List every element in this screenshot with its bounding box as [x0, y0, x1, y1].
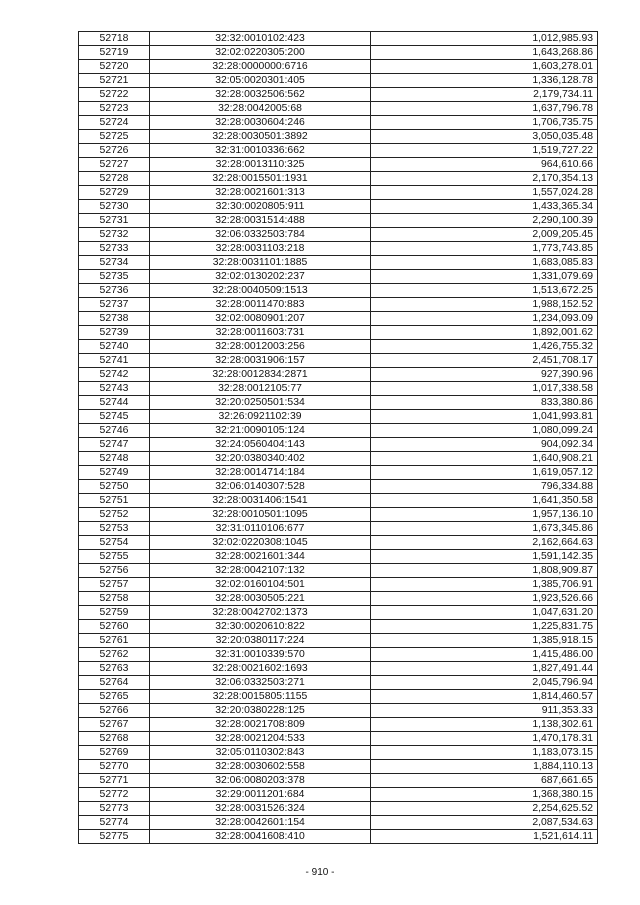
row-number-cell: 52750 — [79, 480, 150, 494]
value-cell: 1,415,486.00 — [371, 648, 598, 662]
table-row — [79, 564, 598, 578]
value-cell: 1,225,831.75 — [371, 620, 598, 634]
cadastral-number-cell: 32:20:0380340:402 — [150, 452, 371, 466]
table-row — [79, 228, 598, 242]
value-cell: 1,640,908.21 — [371, 452, 598, 466]
value-cell: 1,047,631.20 — [371, 606, 598, 620]
row-number-cell: 52757 — [79, 578, 150, 592]
cadastral-number-cell: 32:24:0560404:143 — [150, 438, 371, 452]
value-cell: 1,138,302.61 — [371, 718, 598, 732]
row-number-cell: 52747 — [79, 438, 150, 452]
row-number-cell: 52735 — [79, 270, 150, 284]
row-number-cell: 52767 — [79, 718, 150, 732]
table-row — [79, 508, 598, 522]
cadastral-number-cell: 32:28:0042601:154 — [150, 816, 371, 830]
row-number-cell: 52736 — [79, 284, 150, 298]
cadastral-number-cell: 32:02:0220305:200 — [150, 46, 371, 60]
table-row — [79, 452, 598, 466]
table-row — [79, 648, 598, 662]
table-row — [79, 32, 598, 46]
cadastral-number-cell: 32:30:0020805:911 — [150, 200, 371, 214]
row-number-cell: 52764 — [79, 676, 150, 690]
value-cell: 1,521,614.11 — [371, 830, 598, 844]
row-number-cell: 52766 — [79, 704, 150, 718]
cadastral-number-cell: 32:28:0012003:256 — [150, 340, 371, 354]
cadastral-number-cell: 32:28:0041608:410 — [150, 830, 371, 844]
table-row — [79, 522, 598, 536]
row-number-cell: 52730 — [79, 200, 150, 214]
row-number-cell: 52734 — [79, 256, 150, 270]
value-cell: 1,080,099.24 — [371, 424, 598, 438]
cadastral-number-cell: 32:28:0012105:77 — [150, 382, 371, 396]
row-number-cell: 52768 — [79, 732, 150, 746]
table-row — [79, 186, 598, 200]
row-number-cell: 52733 — [79, 242, 150, 256]
value-cell: 1,637,796.78 — [371, 102, 598, 116]
table-row — [79, 256, 598, 270]
table-row — [79, 438, 598, 452]
cadastral-number-cell: 32:28:0042702:1373 — [150, 606, 371, 620]
table-row — [79, 620, 598, 634]
cadastral-number-cell: 32:28:0010501:1095 — [150, 508, 371, 522]
cadastral-number-cell: 32:28:0012834:2871 — [150, 368, 371, 382]
table-row — [79, 592, 598, 606]
value-cell: 1,814,460.57 — [371, 690, 598, 704]
row-number-cell: 52726 — [79, 144, 150, 158]
value-cell: 1,385,706.91 — [371, 578, 598, 592]
table-row — [79, 396, 598, 410]
table-row — [79, 718, 598, 732]
value-cell: 1,331,079.69 — [371, 270, 598, 284]
cadastral-number-cell: 32:28:0042107:132 — [150, 564, 371, 578]
value-cell: 1,336,128.78 — [371, 74, 598, 88]
table-row — [79, 732, 598, 746]
table-row — [79, 312, 598, 326]
table-row — [79, 410, 598, 424]
row-number-cell: 52723 — [79, 102, 150, 116]
row-number-cell: 52756 — [79, 564, 150, 578]
cadastral-number-cell: 32:31:0010339:570 — [150, 648, 371, 662]
row-number-cell: 52772 — [79, 788, 150, 802]
table-row — [79, 298, 598, 312]
row-number-cell: 52754 — [79, 536, 150, 550]
cadastral-number-cell: 32:28:0031514:488 — [150, 214, 371, 228]
row-number-cell: 52732 — [79, 228, 150, 242]
row-number-cell: 52752 — [79, 508, 150, 522]
cadastral-number-cell: 32:05:0020301:405 — [150, 74, 371, 88]
table-body — [79, 32, 598, 844]
cadastral-number-cell: 32:28:0014714:184 — [150, 466, 371, 480]
value-cell: 1,426,755.32 — [371, 340, 598, 354]
cadastral-number-cell: 32:28:0030505:221 — [150, 592, 371, 606]
row-number-cell: 52720 — [79, 60, 150, 74]
table-row — [79, 214, 598, 228]
row-number-cell: 52738 — [79, 312, 150, 326]
cadastral-number-cell: 32:28:0031103:218 — [150, 242, 371, 256]
cadastral-number-cell: 32:05:0110302:843 — [150, 746, 371, 760]
cadastral-number-cell: 32:28:0030602:558 — [150, 760, 371, 774]
table-row — [79, 690, 598, 704]
cadastral-number-cell: 32:26:0921102:39 — [150, 410, 371, 424]
row-number-cell: 52763 — [79, 662, 150, 676]
value-cell: 1,513,672.25 — [371, 284, 598, 298]
value-cell: 1,012,985.93 — [371, 32, 598, 46]
cadastral-number-cell: 32:28:0031526:324 — [150, 802, 371, 816]
value-cell: 833,380.86 — [371, 396, 598, 410]
value-cell: 1,557,024.28 — [371, 186, 598, 200]
value-cell: 1,957,136.10 — [371, 508, 598, 522]
cadastral-number-cell: 32:20:0380228:125 — [150, 704, 371, 718]
cadastral-number-cell: 32:06:0332503:271 — [150, 676, 371, 690]
row-number-cell: 52759 — [79, 606, 150, 620]
value-cell: 2,045,796.94 — [371, 676, 598, 690]
row-number-cell: 52740 — [79, 340, 150, 354]
table-row — [79, 746, 598, 760]
cadastral-number-cell: 32:02:0130202:237 — [150, 270, 371, 284]
table-row — [79, 494, 598, 508]
cadastral-number-cell: 32:28:0015501:1931 — [150, 172, 371, 186]
cadastral-number-cell: 32:02:0080901:207 — [150, 312, 371, 326]
row-number-cell: 52748 — [79, 452, 150, 466]
row-number-cell: 52769 — [79, 746, 150, 760]
cadastral-number-cell: 32:28:0021708:809 — [150, 718, 371, 732]
table-row — [79, 340, 598, 354]
row-number-cell: 52744 — [79, 396, 150, 410]
row-number-cell: 52761 — [79, 634, 150, 648]
row-number-cell: 52741 — [79, 354, 150, 368]
value-cell: 1,773,743.85 — [371, 242, 598, 256]
cadastral-number-cell: 32:20:0380117:224 — [150, 634, 371, 648]
table-row — [79, 88, 598, 102]
value-cell: 1,368,380.15 — [371, 788, 598, 802]
table-row — [79, 606, 598, 620]
table-row — [79, 802, 598, 816]
value-cell: 1,433,365.34 — [371, 200, 598, 214]
cadastral-number-cell: 32:28:0030501:3892 — [150, 130, 371, 144]
value-cell: 2,254,625.52 — [371, 802, 598, 816]
table-row — [79, 704, 598, 718]
cadastral-number-cell: 32:02:0220308:1045 — [150, 536, 371, 550]
table-row — [79, 200, 598, 214]
row-number-cell: 52718 — [79, 32, 150, 46]
cadastral-number-cell: 32:06:0140307:528 — [150, 480, 371, 494]
value-cell: 1,643,268.86 — [371, 46, 598, 60]
table-row — [79, 60, 598, 74]
value-cell: 1,673,345.86 — [371, 522, 598, 536]
table-row — [79, 578, 598, 592]
row-number-cell: 52749 — [79, 466, 150, 480]
table-row — [79, 662, 598, 676]
value-cell: 964,610.66 — [371, 158, 598, 172]
cadastral-number-cell: 32:28:0042005:68 — [150, 102, 371, 116]
value-cell: 687,661.65 — [371, 774, 598, 788]
table-row — [79, 368, 598, 382]
cadastral-number-cell: 32:30:0020610:822 — [150, 620, 371, 634]
cadastral-number-cell: 32:28:0013110:325 — [150, 158, 371, 172]
cadastral-number-cell: 32:28:0030604:246 — [150, 116, 371, 130]
value-cell: 1,988,152.52 — [371, 298, 598, 312]
row-number-cell: 52731 — [79, 214, 150, 228]
value-cell: 1,385,918.15 — [371, 634, 598, 648]
row-number-cell: 52728 — [79, 172, 150, 186]
table-row — [79, 760, 598, 774]
row-number-cell: 52774 — [79, 816, 150, 830]
table-row — [79, 116, 598, 130]
value-cell: 1,923,526.66 — [371, 592, 598, 606]
cadastral-number-cell: 32:02:0160104:501 — [150, 578, 371, 592]
cadastral-number-cell: 32:21:0090105:124 — [150, 424, 371, 438]
cadastral-number-cell: 32:28:0031906:157 — [150, 354, 371, 368]
table-row — [79, 634, 598, 648]
table-row — [79, 424, 598, 438]
row-number-cell: 52743 — [79, 382, 150, 396]
row-number-cell: 52758 — [79, 592, 150, 606]
cadastral-number-cell: 32:28:0011603:731 — [150, 326, 371, 340]
row-number-cell: 52751 — [79, 494, 150, 508]
row-number-cell: 52746 — [79, 424, 150, 438]
value-cell: 1,591,142.35 — [371, 550, 598, 564]
row-number-cell: 52737 — [79, 298, 150, 312]
row-number-cell: 52775 — [79, 830, 150, 844]
table-row — [79, 158, 598, 172]
table-row — [79, 270, 598, 284]
row-number-cell: 52765 — [79, 690, 150, 704]
row-number-cell: 52724 — [79, 116, 150, 130]
value-cell: 3,050,035.48 — [371, 130, 598, 144]
value-cell: 1,683,085.83 — [371, 256, 598, 270]
value-cell: 796,334.88 — [371, 480, 598, 494]
value-cell: 2,009,205.45 — [371, 228, 598, 242]
cadastral-number-cell: 32:06:0332503:784 — [150, 228, 371, 242]
cadastral-number-cell: 32:28:0021204:533 — [150, 732, 371, 746]
table-row — [79, 144, 598, 158]
value-cell: 2,087,534.63 — [371, 816, 598, 830]
row-number-cell: 52729 — [79, 186, 150, 200]
cadastral-number-cell: 32:28:0011470:883 — [150, 298, 371, 312]
value-cell: 1,603,278.01 — [371, 60, 598, 74]
value-cell: 1,183,073.15 — [371, 746, 598, 760]
cadastral-number-cell: 32:28:0021601:313 — [150, 186, 371, 200]
table-row — [79, 242, 598, 256]
value-cell: 1,470,178.31 — [371, 732, 598, 746]
table-row — [79, 788, 598, 802]
cadastral-number-cell: 32:28:0000000:6716 — [150, 60, 371, 74]
row-number-cell: 52762 — [79, 648, 150, 662]
value-cell: 1,041,993.81 — [371, 410, 598, 424]
value-cell: 1,884,110.13 — [371, 760, 598, 774]
cadastral-number-cell: 32:28:0040509:1513 — [150, 284, 371, 298]
table-row — [79, 382, 598, 396]
cadastral-number-cell: 32:28:0032506:562 — [150, 88, 371, 102]
table-row — [79, 354, 598, 368]
row-number-cell: 52760 — [79, 620, 150, 634]
value-cell: 2,179,734.11 — [371, 88, 598, 102]
table-row — [79, 102, 598, 116]
value-cell: 927,390.96 — [371, 368, 598, 382]
value-cell: 2,451,708.17 — [371, 354, 598, 368]
cadastral-number-cell: 32:28:0031101:1885 — [150, 256, 371, 270]
row-number-cell: 52770 — [79, 760, 150, 774]
value-cell: 904,092.34 — [371, 438, 598, 452]
value-cell: 1,827,491.44 — [371, 662, 598, 676]
value-cell: 1,892,001.62 — [371, 326, 598, 340]
value-cell: 2,290,100.39 — [371, 214, 598, 228]
table-row — [79, 550, 598, 564]
row-number-cell: 52719 — [79, 46, 150, 60]
cadastral-number-cell: 32:28:0031406:1541 — [150, 494, 371, 508]
value-cell: 1,017,338.58 — [371, 382, 598, 396]
value-cell: 1,641,350.58 — [371, 494, 598, 508]
value-cell: 2,162,664.63 — [371, 536, 598, 550]
row-number-cell: 52742 — [79, 368, 150, 382]
row-number-cell: 52753 — [79, 522, 150, 536]
cadastral-number-cell: 32:28:0021601:344 — [150, 550, 371, 564]
cadastral-number-cell: 32:28:0021602:1693 — [150, 662, 371, 676]
value-cell: 1,808,909.87 — [371, 564, 598, 578]
table-row — [79, 326, 598, 340]
table-row — [79, 130, 598, 144]
table-row — [79, 172, 598, 186]
row-number-cell: 52773 — [79, 802, 150, 816]
value-cell: 911,353.33 — [371, 704, 598, 718]
cadastral-number-cell: 32:20:0250501:534 — [150, 396, 371, 410]
cadastral-number-cell: 32:06:0080203:378 — [150, 774, 371, 788]
table-row — [79, 480, 598, 494]
cadastral-number-cell: 32:29:0011201:684 — [150, 788, 371, 802]
table-row — [79, 466, 598, 480]
cadastral-value-table — [78, 31, 598, 844]
cadastral-number-cell: 32:31:0010336:662 — [150, 144, 371, 158]
row-number-cell: 52739 — [79, 326, 150, 340]
table-row — [79, 46, 598, 60]
value-cell: 1,706,735.75 — [371, 116, 598, 130]
value-cell: 1,234,093.09 — [371, 312, 598, 326]
row-number-cell: 52755 — [79, 550, 150, 564]
value-cell: 1,619,057.12 — [371, 466, 598, 480]
row-number-cell: 52745 — [79, 410, 150, 424]
row-number-cell: 52725 — [79, 130, 150, 144]
cadastral-number-cell: 32:31:0110106:677 — [150, 522, 371, 536]
table-row — [79, 774, 598, 788]
row-number-cell: 52721 — [79, 74, 150, 88]
row-number-cell: 52771 — [79, 774, 150, 788]
page-number: - 910 - — [305, 867, 335, 878]
value-cell: 2,170,354.13 — [371, 172, 598, 186]
cadastral-number-cell: 32:32:0010102:423 — [150, 32, 371, 46]
table-row — [79, 536, 598, 550]
table-row — [79, 284, 598, 298]
table-row — [79, 830, 598, 844]
row-number-cell: 52722 — [79, 88, 150, 102]
table-row — [79, 74, 598, 88]
value-cell: 1,519,727.22 — [371, 144, 598, 158]
table-row — [79, 816, 598, 830]
cadastral-number-cell: 32:28:0015805:1155 — [150, 690, 371, 704]
row-number-cell: 52727 — [79, 158, 150, 172]
table-row — [79, 676, 598, 690]
